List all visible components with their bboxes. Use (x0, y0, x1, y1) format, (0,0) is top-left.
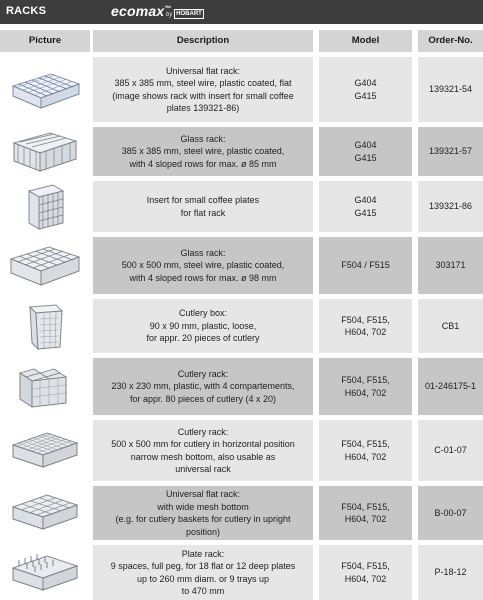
product-picture (0, 127, 90, 176)
column-header-picture: Picture (0, 30, 90, 52)
top-bar (0, 0, 483, 24)
product-model (319, 57, 412, 122)
maker-logo: HOBART (174, 9, 204, 19)
cutlery-rack-horizontal-icon (9, 429, 81, 473)
product-picture (0, 237, 90, 294)
product-model (319, 358, 412, 415)
description-line: universal rack (175, 464, 231, 474)
product-model (319, 237, 412, 294)
model-value: H604, 702 (344, 387, 387, 398)
product-description (93, 181, 313, 232)
description-line: to 470 mm (181, 586, 225, 596)
product-description (93, 420, 313, 481)
column-header-model: Model (319, 30, 412, 52)
product-picture (0, 420, 90, 481)
model-value: F504, F515, (341, 439, 390, 449)
section-title: RACKS (6, 5, 47, 17)
product-picture (0, 181, 90, 232)
description-line: for appr. 20 pieces of cutlery (146, 333, 260, 344)
description-line: Universal flat rack: (165, 489, 240, 499)
product-description (93, 545, 313, 600)
model-value: G415 (354, 90, 377, 101)
model-value: H604, 702 (344, 514, 387, 524)
description-line: 385 x 385 mm, steel wire, plastic coated, flat (114, 78, 292, 88)
universal-flat-rack-wide-mesh-icon (9, 491, 81, 535)
product-picture (0, 358, 90, 415)
column-header-description: Description (93, 30, 313, 52)
product-picture (0, 57, 90, 122)
description-line: narrow mesh bottom, also usable as (130, 451, 276, 462)
model-value: F504 / F515 (341, 260, 390, 271)
description-line: Glass rack: (180, 133, 226, 144)
cutlery-box-icon (22, 299, 68, 353)
description-line: for appr. 80 pieces of cutlery (4 x 20) (129, 393, 277, 404)
product-description (93, 57, 313, 122)
description-line: Plate rack: (181, 548, 225, 559)
order-number: 01-246175-1 (418, 358, 483, 415)
product-model (319, 127, 412, 176)
plate-rack-icon (9, 550, 81, 596)
order-number: CB1 (418, 299, 483, 353)
description-line: position) (185, 526, 220, 537)
brand-logo (111, 3, 172, 19)
model-value: F504, F515, (341, 375, 390, 385)
product-description (93, 358, 313, 415)
description-line: up to 260 mm diam. or 9 trays up (136, 573, 270, 584)
model-value: F504, F515, (341, 501, 390, 512)
product-description (93, 237, 313, 294)
order-number: 303171 (418, 237, 483, 294)
model-value: H604, 702 (344, 451, 387, 462)
model-value: G415 (354, 152, 377, 163)
description-line: plates 139321-86) (166, 103, 240, 113)
description-line: Universal flat rack: (165, 65, 241, 76)
description-line: 500 x 500 mm for cutlery in horizontal position (111, 439, 295, 449)
product-model (319, 181, 412, 232)
order-number: B-00-07 (418, 486, 483, 540)
description-line: 500 x 500 mm, steel wire, plastic coated, (121, 260, 285, 271)
product-description (93, 299, 313, 353)
description-line: Cutlery box: (178, 308, 228, 319)
product-description (93, 127, 313, 176)
description-line: Cutlery rack: (177, 368, 229, 379)
product-picture (0, 486, 90, 540)
description-line: with 4 sloped rows for max. ø 85 mm (129, 158, 277, 169)
product-model (319, 299, 412, 353)
glass-rack-385-icon (10, 129, 80, 175)
model-value: H604, 702 (344, 573, 387, 584)
column-header-order-no: Order-No. (418, 30, 483, 52)
product-model (319, 545, 412, 600)
description-line: Glass rack: (180, 247, 226, 258)
model-value: G404 (354, 195, 377, 205)
cutlery-rack-4-icon (14, 363, 76, 411)
product-model (319, 420, 412, 481)
order-number: C-01-07 (418, 420, 483, 481)
product-picture (0, 545, 90, 600)
description-line: Cutlery rack: (177, 426, 229, 437)
model-value: F504, F515, (341, 561, 390, 571)
glass-rack-500-icon (7, 243, 83, 289)
coffee-plate-insert-icon (23, 181, 67, 233)
brand-trademark: ™ (164, 5, 172, 13)
model-value: F504, F515, (341, 314, 390, 325)
product-model (319, 486, 412, 540)
description-line: 230 x 230 mm, plastic, with 4 compartements, (111, 381, 295, 392)
model-value: G404 (354, 140, 377, 150)
description-line: 9 spaces, full peg, for 18 flat or 12 deep plates (110, 561, 296, 571)
order-number: 139321-57 (418, 127, 483, 176)
description-line: (e.g. for cutlery baskets for cutlery in upright (115, 514, 291, 524)
product-description (93, 486, 313, 540)
description-line: Insert for small coffee plates (146, 195, 260, 205)
brand-name: ecomax (111, 3, 165, 19)
description-line: with wide mesh bottom (157, 501, 249, 512)
description-line: with 4 sloped rows for max. ø 98 mm (129, 272, 277, 283)
description-line: for flat rack (180, 207, 226, 218)
model-value: G415 (354, 207, 377, 218)
order-number: P-18-12 (418, 545, 483, 600)
model-value: G404 (354, 78, 377, 88)
description-line: (image shows rack with insert for small coffee (112, 90, 294, 101)
description-line: 385 x 385 mm, steel wire, plastic coated, (121, 146, 285, 157)
brand-by: by (166, 12, 173, 18)
model-value: H604, 702 (344, 327, 387, 337)
order-number: 139321-86 (418, 181, 483, 232)
flat-rack-with-insert-icon (7, 68, 83, 112)
description-line: 90 x 90 mm, plastic, loose, (149, 320, 257, 331)
product-picture (0, 299, 90, 353)
order-number: 139321-54 (418, 57, 483, 122)
